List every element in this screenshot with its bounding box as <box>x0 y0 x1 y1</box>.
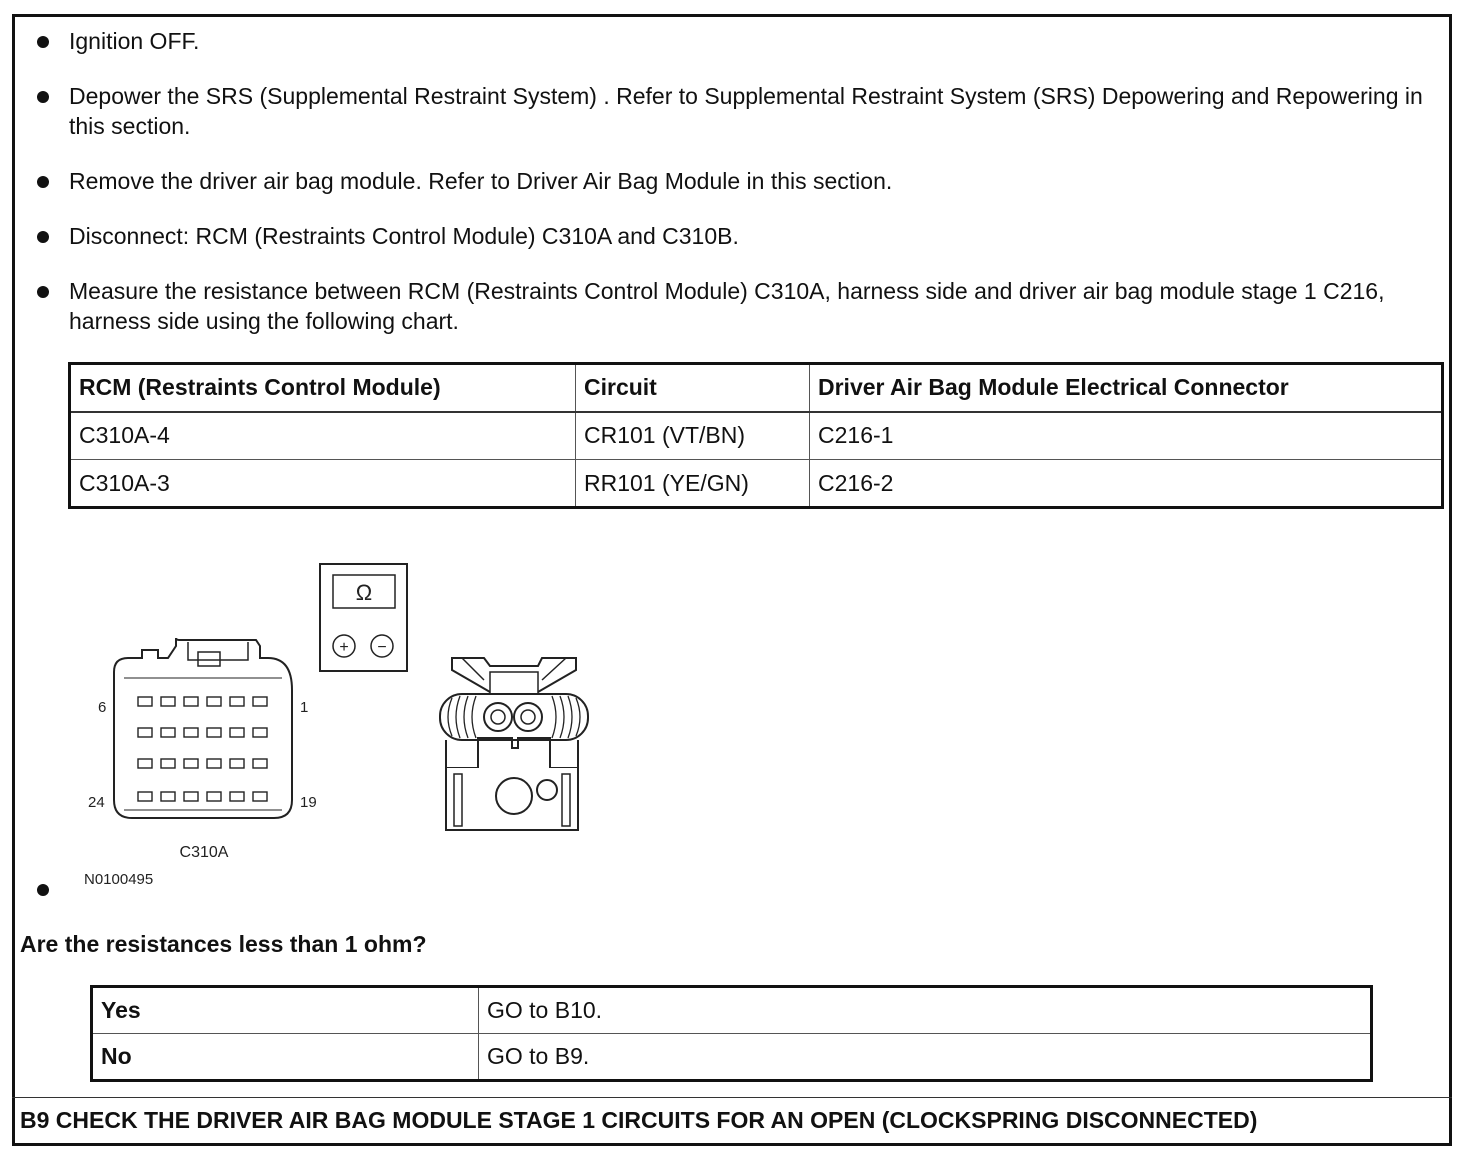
table-cell: C216-1 <box>810 412 1443 460</box>
pin-label-1: 1 <box>300 699 309 716</box>
ohmmeter-icon <box>320 564 407 671</box>
resistance-chart-table <box>68 362 1444 509</box>
plus-symbol: + <box>339 639 349 656</box>
pin-label-6: 6 <box>98 699 107 716</box>
answer-key: Yes <box>92 987 479 1034</box>
answer-table <box>90 985 1373 1082</box>
bullet-icon <box>37 36 49 48</box>
c216-connector-icon <box>440 658 588 830</box>
step-text: Depower the SRS (Supplemental Restraint System) . Refer to Supplemental Restraint System (SRS) Depowering and Repowering in this section. <box>69 83 1423 139</box>
step-item <box>36 221 739 251</box>
connector-diagram <box>80 560 600 890</box>
table-header-row <box>70 364 1443 412</box>
question-text: Are the resistances less than 1 ohm? <box>20 931 427 957</box>
column-header: Circuit <box>576 364 810 412</box>
pin-label-24: 24 <box>88 794 105 811</box>
bullet-icon <box>37 91 49 103</box>
column-header: RCM (Restraints Control Module) <box>70 364 576 412</box>
table-row <box>70 460 1443 508</box>
next-step-title: B9 CHECK THE DRIVER AIR BAG MODULE STAGE 1 CIRCUITS FOR AN OPEN (CLOCKSPRING DISCONNECTED) <box>20 1107 1258 1133</box>
figure-id: N0100495 <box>84 871 154 888</box>
step-item <box>36 166 892 196</box>
step-text: Measure the resistance between RCM (Restraints Control Module) C310A, harness side and driver air bag module stage 1 C216, harness side using the following chart. <box>69 278 1385 334</box>
table-cell: CR101 (VT/BN) <box>576 412 810 460</box>
ohm-symbol: Ω <box>355 580 373 605</box>
table-row <box>92 987 1372 1034</box>
column-header: Driver Air Bag Module Electrical Connector <box>810 364 1443 412</box>
step-text: Disconnect: RCM (Restraints Control Module) C310A and C310B. <box>69 223 739 249</box>
answer-action: GO to B10. <box>479 987 1372 1034</box>
table-cell: C216-2 <box>810 460 1443 508</box>
table-row <box>70 412 1443 460</box>
bullet-icon <box>37 176 49 188</box>
minus-symbol: − <box>377 639 387 656</box>
table-cell: C310A-4 <box>70 412 576 460</box>
step-text: Remove the driver air bag module. Refer to Driver Air Bag Module in this section. <box>69 168 893 194</box>
c310a-connector-icon <box>114 638 292 818</box>
answer-action: GO to B9. <box>479 1034 1372 1081</box>
step-text: Ignition OFF. <box>69 28 200 54</box>
pin-label-19: 19 <box>300 794 317 811</box>
connector-label: C310A <box>179 844 229 861</box>
answer-key: No <box>92 1034 479 1081</box>
table-cell: RR101 (YE/GN) <box>576 460 810 508</box>
bullet-icon <box>37 231 49 243</box>
step-item <box>36 276 1431 336</box>
table-cell: C310A-3 <box>70 460 576 508</box>
bullet-icon <box>37 884 49 896</box>
step-item <box>36 81 1426 141</box>
bullet-icon <box>37 286 49 298</box>
table-row <box>92 1034 1372 1081</box>
step-item <box>36 26 199 56</box>
